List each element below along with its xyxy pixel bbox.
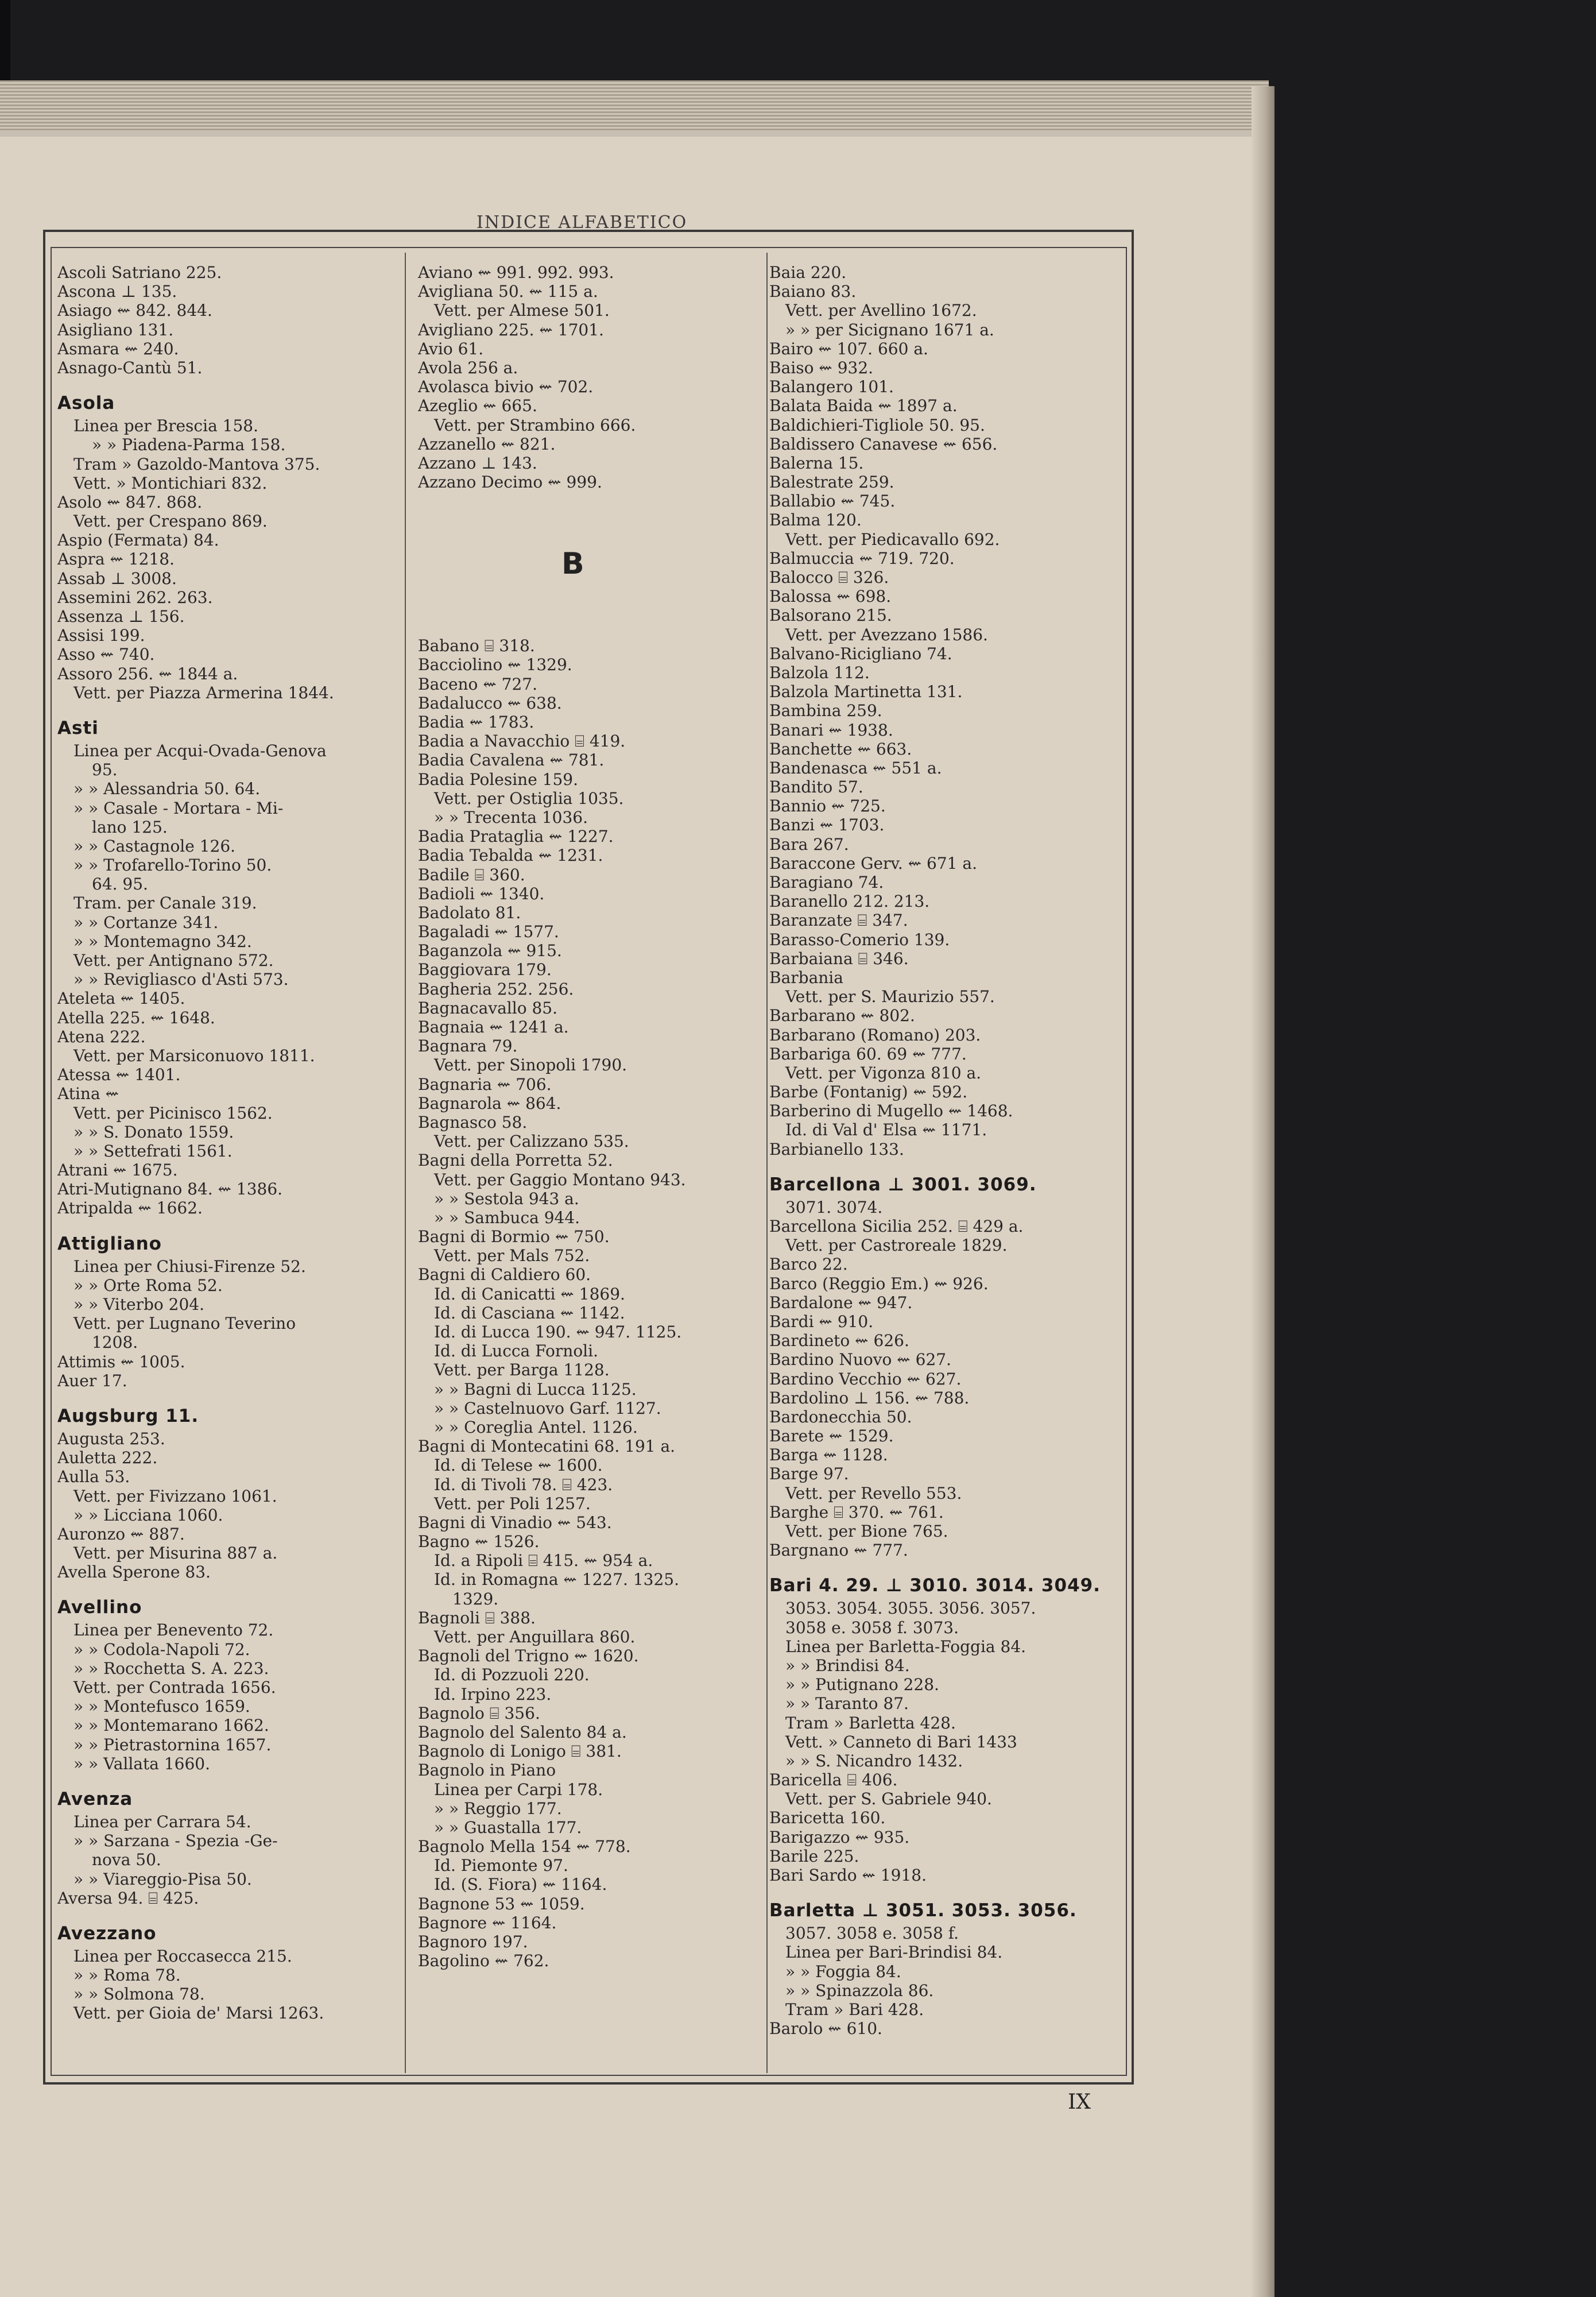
index-entry: Bargnano ⇜ 777. <box>769 1541 908 1560</box>
index-entry: Barigazzo ⇜ 935. <box>769 1827 910 1847</box>
index-entry: Assenza ⊥ 156. <box>57 607 185 626</box>
index-entry: Vett. per Gaggio Montano 943. <box>434 1170 686 1189</box>
index-heading: Attigliano <box>57 1233 162 1254</box>
index-entry: » » Taranto 87. <box>785 1694 909 1714</box>
index-entry: Asso ⇜ 740. <box>57 645 155 664</box>
page-edge <box>1252 86 1275 2297</box>
index-column-3 <box>769 263 1125 2038</box>
index-entry: » » Licciana 1060. <box>73 1505 223 1525</box>
index-entry: Balmuccia ⇜ 719. 720. <box>769 548 955 568</box>
index-entry: Bagnacavallo 85. <box>418 998 558 1018</box>
index-entry: Avigliano 225. ⇜ 1701. <box>418 320 604 339</box>
index-entry: Barbe (Fontanig) ⇜ 592. <box>769 1082 968 1102</box>
index-entry: Bambina 259. <box>769 701 882 721</box>
index-entry: Vett. » Canneto di Bari 1433 <box>785 1732 1017 1751</box>
index-entry: 95. <box>92 760 118 780</box>
index-entry: Barghe ⌸ 370. ⇜ 761. <box>769 1502 944 1522</box>
spacer <box>57 377 402 390</box>
spacer <box>57 1390 402 1403</box>
index-heading: Barletta ⊥ 3051. 3053. 3056. <box>769 1900 1077 1921</box>
index-entry: Vett. » Montichiari 832. <box>73 473 268 493</box>
index-entry: Tram » Gazoldo-Mantova 375. <box>73 454 320 474</box>
index-entry: Vett. per S. Maurizio 557. <box>785 987 995 1007</box>
section-letter: B <box>561 547 584 582</box>
index-entry: Bagnoli ⌸ 388. <box>418 1608 536 1627</box>
index-entry: » » per Sicignano 1671 a. <box>785 320 994 339</box>
index-entry: Bardonecchia 50. <box>769 1407 912 1426</box>
index-entry: Assoro 256. ⇜ 1844 a. <box>57 664 238 683</box>
index-entry: Linea per Acqui-Ovada-Genova <box>73 741 327 760</box>
index-entry: Vett. per Almese 501. <box>434 301 610 320</box>
index-entry: Baranzate ⌸ 347. <box>769 911 908 930</box>
index-entry: Baragiano 74. <box>769 873 884 892</box>
index-entry: Baraccone Gerv. ⇜ 671 a. <box>769 853 977 873</box>
index-entry: Assab ⊥ 3008. <box>57 569 177 588</box>
index-entry: Banari ⇜ 1938. <box>769 720 893 740</box>
index-entry: » » Vallata 1660. <box>73 1754 211 1773</box>
index-entry: Bairo ⇜ 107. 660 a. <box>769 339 928 358</box>
index-entry: Bandito 57. <box>769 778 863 797</box>
index-entry: Bagnolo ⌸ 356. <box>418 1703 540 1723</box>
index-entry: Barga ⇜ 1128. <box>769 1445 888 1465</box>
index-entry: Vett. per Mals 752. <box>434 1246 590 1266</box>
index-entry: » » S. Nicandro 1432. <box>785 1751 963 1770</box>
index-entry: Atri-Mutignano 84. ⇜ 1386. <box>57 1180 283 1199</box>
spacer <box>769 1159 1125 1171</box>
index-entry: Bardino Vecchio ⇜ 627. <box>769 1369 962 1389</box>
index-entry: Bagnore ⇜ 1164. <box>418 1913 557 1932</box>
spacer <box>769 1885 1125 1897</box>
index-entry: Ateleta ⇜ 1405. <box>57 989 185 1008</box>
index-entry: Balzola Martinetta 131. <box>769 682 963 702</box>
index-entry: Assisi 199. <box>57 626 145 645</box>
index-entry: Atessa ⇜ 1401. <box>57 1065 181 1085</box>
index-entry: Vett. per Piazza Armerina 1844. <box>73 683 334 702</box>
column-divider <box>405 253 406 2073</box>
index-entry: 3071. 3074. <box>785 1197 883 1217</box>
index-entry: Id. in Romagna ⇜ 1227. 1325. <box>434 1570 679 1590</box>
index-entry: Balangero 101. <box>769 377 894 397</box>
index-entry: Id. di Lucca 190. ⇜ 947. 1125. <box>434 1322 682 1341</box>
index-entry: Vett. per Ostiglia 1035. <box>434 788 624 808</box>
index-entry: Attimis ⇜ 1005. <box>57 1352 185 1371</box>
index-entry: Baceno ⇜ 727. <box>418 674 538 694</box>
index-entry: Bagnolo Mella 154 ⇜ 778. <box>418 1837 631 1857</box>
spacer <box>418 611 762 624</box>
index-entry: Vett. per Contrada 1656. <box>73 1678 276 1697</box>
index-entry: Vett. per Fivizzano 1061. <box>73 1486 277 1506</box>
index-entry: Vett. per Lugnano Teverino <box>73 1314 296 1333</box>
index-entry: 3053. 3054. 3055. 3056. 3057. <box>785 1599 1036 1618</box>
index-entry: Bara 267. <box>769 834 849 854</box>
index-entry: Vett. per S. Gabriele 940. <box>785 1789 992 1809</box>
index-entry: Vett. per Sinopoli 1790. <box>434 1055 627 1075</box>
index-entry: Atrani ⇜ 1675. <box>57 1161 178 1180</box>
spacer <box>418 598 762 611</box>
index-entry: Bagnaia ⇜ 1241 a. <box>418 1018 569 1037</box>
index-entry: Bardolino ⊥ 156. ⇜ 788. <box>769 1388 970 1407</box>
index-entry: Bagnasco 58. <box>418 1112 528 1132</box>
index-entry: Banchette ⇜ 663. <box>769 739 912 759</box>
index-entry: Atena 222. <box>57 1027 146 1046</box>
index-entry: Badia Prataglia ⇜ 1227. <box>418 827 614 846</box>
index-entry: Balocco ⌸ 326. <box>769 568 889 587</box>
index-entry: Avolasca bivio ⇜ 702. <box>418 377 594 397</box>
index-entry: Azzano ⊥ 143. <box>418 453 537 473</box>
index-entry: » » Castelnuovo Garf. 1127. <box>434 1398 661 1418</box>
index-entry: Baiso ⇜ 932. <box>769 358 874 377</box>
index-entry: Baiano 83. <box>769 282 857 301</box>
index-entry: nova 50. <box>92 1850 161 1870</box>
index-entry: Vett. per Anguillara 860. <box>434 1627 636 1646</box>
index-entry: 3058 e. 3058 f. 3073. <box>785 1618 959 1637</box>
index-entry: lano 125. <box>92 817 168 837</box>
index-entry: Linea per Carpi 178. <box>434 1780 603 1799</box>
page-fold <box>0 131 1257 137</box>
spacer <box>57 1773 402 1786</box>
index-entry: Vett. per Revello 553. <box>785 1483 962 1503</box>
index-entry: Bagnolo del Salento 84 a. <box>418 1722 627 1742</box>
index-entry: Baganzola ⇜ 915. <box>418 941 562 961</box>
index-entry: » » Alessandria 50. 64. <box>73 779 261 799</box>
index-entry: Bardineto ⇜ 626. <box>769 1331 909 1351</box>
index-entry: Tram » Barletta 428. <box>785 1713 956 1733</box>
page-binding <box>0 80 1269 132</box>
index-entry: Id. Piemonte 97. <box>434 1856 568 1876</box>
index-entry: Babano ⌸ 318. <box>418 636 535 656</box>
index-entry: Barberino di Mugello ⇜ 1468. <box>769 1101 1013 1121</box>
index-entry: Aviano ⇜ 991. 992. 993. <box>418 263 614 282</box>
index-entry: Linea per Chiusi-Firenze 52. <box>73 1256 306 1276</box>
index-entry: Barbarano (Romano) 203. <box>769 1025 981 1045</box>
index-entry: Linea per Roccasecca 215. <box>73 1946 292 1966</box>
index-entry: » » Viterbo 204. <box>73 1295 204 1314</box>
index-entry: Baricetta 160. <box>769 1808 886 1828</box>
index-entry: Barasso-Comerio 139. <box>769 930 950 949</box>
index-entry: Bannio ⇜ 725. <box>769 796 886 816</box>
index-entry: 3057. 3058 e. 3058 f. <box>785 1924 959 1943</box>
index-entry: » » Pietrastornina 1657. <box>73 1735 272 1754</box>
index-entry: Linea per Benevento 72. <box>73 1621 274 1640</box>
index-entry: Vett. per Avellino 1672. <box>785 301 977 320</box>
index-entry: Vett. per Antignano 572. <box>73 951 274 970</box>
index-entry: Vett. per Poli 1257. <box>434 1494 591 1513</box>
index-entry: Barbariga 60. 69 ⇜ 777. <box>769 1044 967 1064</box>
index-entry: Asmara ⇜ 240. <box>57 339 179 358</box>
index-entry: Id. di Casciana ⇜ 1142. <box>434 1303 625 1322</box>
index-entry: Vett. per Strambino 666. <box>434 415 636 435</box>
index-entry: Auletta 222. <box>57 1448 158 1468</box>
index-entry: Badia Tebalda ⇜ 1231. <box>418 846 603 865</box>
index-entry: Id. Irpino 223. <box>434 1684 552 1704</box>
index-entry: » » Cortanze 341. <box>73 912 219 932</box>
index-entry: Linea per Barletta-Foggia 84. <box>785 1637 1026 1656</box>
index-entry: » » Piadena-Parma 158. <box>92 435 286 455</box>
index-entry: Balvano-Ricigliano 74. <box>769 644 952 663</box>
index-entry: Asiago ⇜ 842. 844. <box>57 301 212 320</box>
index-entry: Bagnolo di Lonigo ⌸ 381. <box>418 1742 622 1761</box>
index-entry: Ascona ⊥ 135. <box>57 282 177 301</box>
spacer <box>418 517 762 529</box>
index-entry: Azeglio ⇜ 665. <box>418 396 537 416</box>
index-entry: » » Foggia 84. <box>785 1962 901 1981</box>
index-entry: Ballabio ⇜ 745. <box>769 492 896 511</box>
index-entry: Badile ⌸ 360. <box>418 865 525 884</box>
index-entry: Barbaiana ⌸ 346. <box>769 949 909 968</box>
index-entry: Atella 225. ⇜ 1648. <box>57 1008 215 1027</box>
index-entry: Bagheria 252. 256. <box>418 979 574 999</box>
index-entry: Vett. per Picinisco 1562. <box>73 1103 273 1123</box>
index-heading: Asti <box>57 717 99 738</box>
spacer <box>418 624 762 636</box>
index-entry: Azzano Decimo ⇜ 999. <box>418 473 602 492</box>
index-entry: Balossa ⇜ 698. <box>769 587 892 606</box>
index-entry: Bardalone ⇜ 947. <box>769 1293 913 1312</box>
index-entry: Badalucco ⇜ 638. <box>418 693 562 713</box>
index-entry: » » Settefrati 1561. <box>73 1141 233 1161</box>
index-entry: Badolato 81. <box>418 903 521 922</box>
index-entry: » » Reggio 177. <box>434 1799 562 1818</box>
index-entry: » » Revigliasco d'Asti 573. <box>73 970 289 989</box>
index-entry: Id. di Telese ⇜ 1600. <box>434 1456 603 1475</box>
index-entry: Balsorano 215. <box>769 606 892 625</box>
index-entry: Barile 225. <box>769 1846 859 1866</box>
spacer <box>57 1581 402 1594</box>
index-entry: Bardino Nuovo ⇜ 627. <box>769 1350 951 1370</box>
index-entry: Barbianello 133. <box>769 1139 904 1159</box>
spacer <box>418 492 762 504</box>
index-entry: Bagnoro 197. <box>418 1932 528 1951</box>
index-entry: Bagnara 79. <box>418 1037 518 1056</box>
index-entry: Ascoli Satriano 225. <box>57 263 222 282</box>
index-entry: » » Casale - Mortara - Mi- <box>73 798 284 818</box>
index-entry: Balzola 112. <box>769 663 870 682</box>
index-entry: Bagni di Caldiero 60. <box>418 1265 591 1285</box>
index-entry: Vett. per Misurina 887 a. <box>73 1544 278 1563</box>
index-entry: Assemini 262. 263. <box>57 587 213 607</box>
index-entry: » » Bagni di Lucca 1125. <box>434 1379 637 1399</box>
index-entry: Asnago-Cantù 51. <box>57 358 203 377</box>
index-entry: Bagni di Bormio ⇜ 750. <box>418 1227 610 1247</box>
index-entry: Vett. per Gioia de' Marsi 1263. <box>73 2004 324 2023</box>
index-entry: Id. (S. Fiora) ⇜ 1164. <box>434 1875 607 1894</box>
index-entry: Azzanello ⇜ 821. <box>418 434 556 454</box>
index-entry: » » Codola-Napoli 72. <box>73 1639 250 1659</box>
index-entry: Id. a Ripoli ⌸ 415. ⇜ 954 a. <box>434 1551 653 1571</box>
index-entry: Balata Baida ⇜ 1897 a. <box>769 396 958 416</box>
index-entry: Barge 97. <box>769 1464 849 1484</box>
index-entry: Banzi ⇜ 1703. <box>769 815 885 835</box>
index-entry: Id. di Canicatti ⇜ 1869. <box>434 1284 625 1304</box>
index-entry: 1329. <box>452 1589 499 1608</box>
index-entry: » » Brindisi 84. <box>785 1656 910 1675</box>
index-entry: Atina ⇜ <box>57 1084 119 1104</box>
index-entry: Aspio (Fermata) 84. <box>57 531 219 550</box>
spacer <box>418 504 762 517</box>
index-entry: » » Trecenta 1036. <box>434 807 588 827</box>
index-entry: Baldissero Canavese ⇜ 656. <box>769 434 998 454</box>
index-entry: Linea per Brescia 158. <box>73 416 258 436</box>
index-entry: » » Trofarello-Torino 50. <box>73 856 272 875</box>
spacer <box>57 1908 402 1920</box>
index-entry: Avigliana 50. ⇜ 115 a. <box>418 282 598 301</box>
index-entry: Balerna 15. <box>769 453 864 473</box>
index-entry: Badia Polesine 159. <box>418 769 579 789</box>
index-entry: Linea per Bari-Brindisi 84. <box>785 1943 1003 1962</box>
index-entry: » » Orte Roma 52. <box>73 1275 223 1295</box>
page-title: INDICE ALFABETICO <box>477 212 688 233</box>
index-entry: Vett. per Calizzano 535. <box>434 1132 629 1151</box>
index-column-1 <box>57 263 402 2023</box>
index-entry: Asolo ⇜ 847. 868. <box>57 492 203 512</box>
index-entry: » » Guastalla 177. <box>434 1818 582 1837</box>
index-entry: Vett. per Vigonza 810 a. <box>785 1063 982 1082</box>
index-entry: Vett. per Castroreale 1829. <box>785 1236 1008 1255</box>
index-entry: Bagni di Montecatini 68. 191 a. <box>418 1437 676 1456</box>
index-entry: Bardi ⇜ 910. <box>769 1312 874 1331</box>
index-entry: » » S. Donato 1559. <box>73 1122 234 1142</box>
index-entry: Vett. per Avezzano 1586. <box>785 625 988 644</box>
index-entry: Barco (Reggio Em.) ⇜ 926. <box>769 1274 989 1293</box>
index-entry: Badioli ⇜ 1340. <box>418 884 545 903</box>
index-entry: » » Solmona 78. <box>73 1985 205 2004</box>
index-entry: Bagnoli del Trigno ⇜ 1620. <box>418 1646 639 1666</box>
index-heading: Barcellona ⊥ 3001. 3069. <box>769 1174 1037 1195</box>
index-entry: Barolo ⇜ 610. <box>769 2019 882 2039</box>
index-entry: Atripalda ⇜ 1662. <box>57 1198 203 1218</box>
index-entry: Bagnarola ⇜ 864. <box>418 1093 561 1113</box>
index-entry: Vett. per Bione 765. <box>785 1522 948 1541</box>
index-entry: Balestrate 259. <box>769 473 894 492</box>
index-entry: Barco 22. <box>769 1255 848 1274</box>
spacer <box>769 1560 1125 1572</box>
index-entry: Vett. per Piedicavallo 692. <box>785 529 1000 549</box>
index-entry: » » Putignano 228. <box>785 1675 939 1695</box>
index-heading: Asola <box>57 393 115 414</box>
index-entry: Id. di Tivoli 78. ⌸ 423. <box>434 1475 613 1494</box>
index-entry: » » Rocchetta S. A. 223. <box>73 1658 269 1678</box>
index-entry: » » Spinazzola 86. <box>785 1981 934 2000</box>
index-entry: Id. di Pozzuoli 220. <box>434 1665 590 1685</box>
index-entry: Bagni di Vinadio ⇜ 543. <box>418 1513 612 1532</box>
index-heading: Avellino <box>57 1597 142 1618</box>
column-divider <box>766 253 768 2073</box>
index-entry: Badia a Navacchio ⌸ 419. <box>418 732 626 751</box>
index-entry: Vett. per Marsiconuovo 1811. <box>73 1046 315 1065</box>
index-heading: Augsburg 11. <box>57 1405 199 1426</box>
index-entry: Bagolino ⇜ 762. <box>418 1951 549 1971</box>
index-entry: » » Montemarano 1662. <box>73 1716 269 1735</box>
index-entry: Tram » Bari 428. <box>785 2000 924 2019</box>
index-entry: Asigliano 131. <box>57 320 174 339</box>
index-entry: » » Sarzana - Spezia -Ge- <box>73 1831 278 1851</box>
index-entry: » » Montefusco 1659. <box>73 1697 250 1716</box>
index-entry: Avola 256 a. <box>418 358 518 377</box>
index-entry: Baricella ⌸ 406. <box>769 1770 898 1790</box>
index-entry: Aulla 53. <box>57 1467 130 1487</box>
index-entry: Balma 120. <box>769 511 862 530</box>
index-entry: Bacciolino ⇜ 1329. <box>418 655 572 675</box>
spacer <box>57 702 402 715</box>
index-entry: Id. di Val d' Elsa ⇜ 1171. <box>785 1120 987 1140</box>
index-entry: Badia Cavalena ⇜ 781. <box>418 751 605 770</box>
index-entry: » » Montemagno 342. <box>73 931 252 951</box>
index-entry: Bari Sardo ⇜ 1918. <box>769 1866 927 1885</box>
index-entry: Baranello 212. 213. <box>769 892 930 911</box>
index-entry: Bagno ⇜ 1526. <box>418 1532 540 1552</box>
index-entry: » » Sestola 943 a. <box>434 1189 579 1208</box>
index-entry: Bagnolo in Piano <box>418 1761 556 1780</box>
index-entry: Augusta 253. <box>57 1429 165 1448</box>
index-entry: Aversa 94. ⌸ 425. <box>57 1888 199 1908</box>
index-entry: Vett. per Crespano 869. <box>73 512 268 531</box>
spacer <box>57 1218 402 1231</box>
index-entry: Auer 17. <box>57 1371 127 1390</box>
index-entry: Barcellona Sicilia 252. ⌸ 429 a. <box>769 1217 1024 1236</box>
page-number: IX <box>1068 2090 1091 2114</box>
index-entry: Barete ⇜ 1529. <box>769 1426 894 1446</box>
index-entry: Barbania <box>769 968 843 987</box>
index-entry: 1208. <box>92 1333 138 1352</box>
index-column-2 <box>418 263 762 1970</box>
index-entry: 64. 95. <box>92 875 148 894</box>
index-entry: Tram. per Canale 319. <box>73 894 257 913</box>
index-entry: Vett. per Barga 1128. <box>434 1360 610 1380</box>
index-entry: Bagaladi ⇜ 1577. <box>418 922 559 942</box>
index-heading: Bari 4. 29. ⊥ 3010. 3014. 3049. <box>769 1575 1101 1596</box>
index-entry: Aspra ⇜ 1218. <box>57 550 175 569</box>
index-entry: Linea per Carrara 54. <box>73 1812 251 1831</box>
index-entry: Barbarano ⇜ 802. <box>769 1006 915 1026</box>
index-entry: Baldichieri-Tigliole 50. 95. <box>769 415 985 435</box>
index-entry: » » Viareggio-Pisa 50. <box>73 1869 252 1889</box>
index-entry: » » Castagnole 126. <box>73 836 236 856</box>
index-heading: Avenza <box>57 1788 133 1809</box>
index-entry: Avio 61. <box>418 339 484 358</box>
index-entry: Baia 220. <box>769 263 847 282</box>
index-entry: Bagni della Porretta 52. <box>418 1151 613 1170</box>
index-entry: Baggiovara 179. <box>418 960 552 980</box>
index-entry: Id. di Lucca Fornoli. <box>434 1341 598 1361</box>
index-entry: » » Sambuca 944. <box>434 1208 580 1227</box>
index-entry: Auronzo ⇜ 887. <box>57 1524 185 1544</box>
index-entry: » » Coreglia Antel. 1126. <box>434 1417 638 1437</box>
index-entry: Avella Sperone 83. <box>57 1563 211 1582</box>
index-heading: Avezzano <box>57 1923 157 1944</box>
index-entry: Badia ⇜ 1783. <box>418 713 534 732</box>
index-entry: Bagnaria ⇜ 706. <box>418 1074 552 1094</box>
index-entry: Bagnone 53 ⇜ 1059. <box>418 1894 585 1913</box>
index-entry: » » Roma 78. <box>73 1966 181 1985</box>
index-entry: Bandenasca ⇜ 551 a. <box>769 758 942 778</box>
